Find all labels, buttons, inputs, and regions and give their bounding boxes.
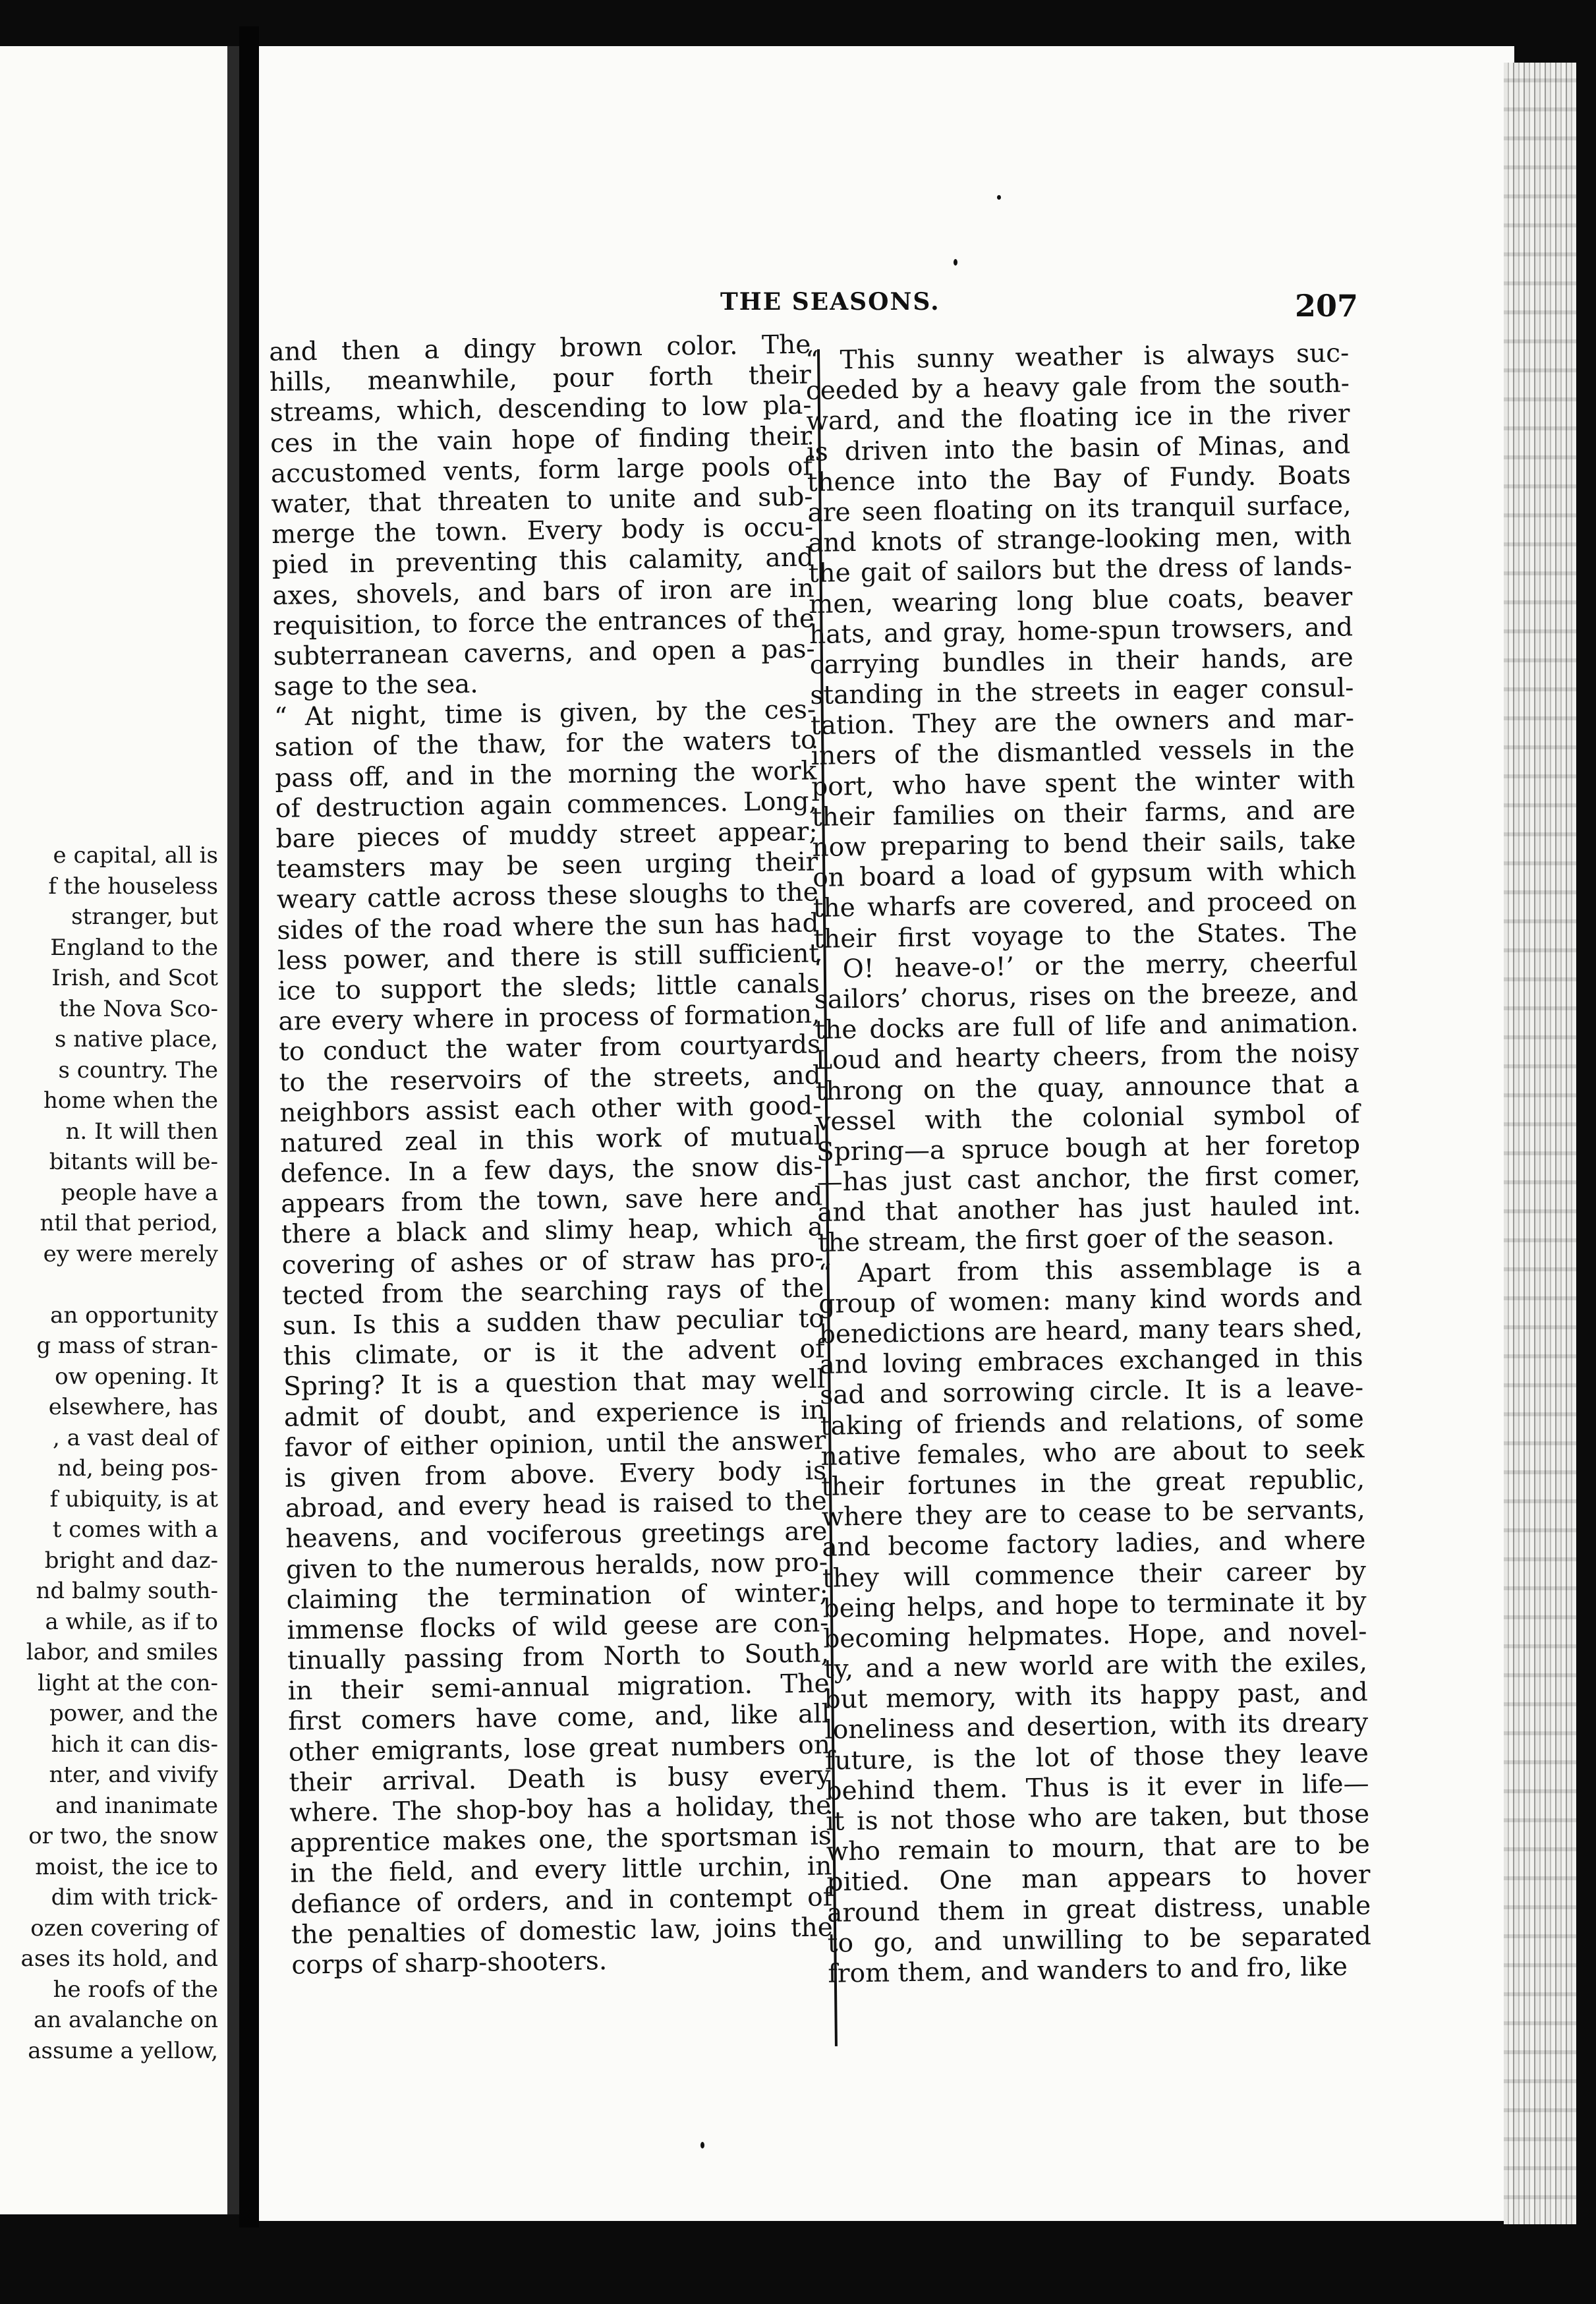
text-line: pied in preventing this calamity, and [271,542,814,581]
text-line: sad and sorrowing circle. It is a leave- [819,1373,1364,1411]
text-line: tation. They are the owners and mar- [810,703,1355,741]
text-line: in the field, and every little urchin, in [290,1851,832,1889]
text-line: merge the town. Every body is occu- [271,512,814,550]
text-line: behind them. Thus is it ever in life— [825,1769,1369,1806]
fragment-line: moist, the ice to [35,1853,218,1880]
text-column-left [269,330,834,1981]
page-stack-shading [1504,63,1576,2224]
text-line: and become factory ladies, and where [822,1525,1366,1563]
text-line: pass off, and in the morning the work [275,756,817,793]
text-line: group of women: many kind words and [818,1282,1363,1319]
running-head-title: THE SEASONS. [720,288,940,316]
fragment-line: ey were merely [43,1240,218,1267]
text-line: benedictions are heard, many tears shed, [818,1312,1363,1350]
previous-page-text [0,840,218,2066]
fragment-line: people have a [61,1179,218,1206]
text-line: this climate, or is it the advent of [283,1334,825,1372]
text-line: streams, which, descending to low pla- [270,390,812,428]
text-line: their fortunes in the great republic, [820,1464,1365,1502]
text-line: becoming helpmates. Hope, and novel- [823,1617,1367,1654]
text-line: bare pieces of muddy street appear; [275,817,818,854]
fragment-line [0,1269,218,1300]
text-line: heavens, and vociferous greetings are [285,1516,828,1555]
fragment-line: nd balmy south- [36,1578,218,1604]
text-line: they will commence their career by [822,1555,1367,1594]
text-line: men, wearing long blue coats, beaver [809,581,1353,619]
text-line: are seen floating on its tranquil surface, [807,490,1352,528]
text-line: natured zeal in this work of mutual [279,1121,822,1159]
text-line: their arrival. Death is busy every [289,1760,831,1798]
text-line: apprentice makes one, the sportsman is [289,1821,832,1858]
text-line: standing in the streets in eager consul- [810,673,1354,711]
page-edge-left [227,46,239,2214]
text-line: sation of the thaw, for the waters to [274,725,816,763]
fragment-line: England to the [50,934,218,961]
text-line: appears from the town, save here and [281,1182,823,1220]
fragment-line: or two, the snow [28,1823,218,1849]
text-line: Spring? It is a question that may well [283,1364,826,1402]
fragment-line: nter, and vivify [49,1762,218,1788]
text-line: defiance of orders, and in contempt of [290,1882,833,1920]
text-line: favor of either opinion, until the answer [284,1426,826,1463]
text-line: thence into the Bay of Fundy. Boats [807,460,1352,498]
fragment-line: s native place, [55,1026,218,1052]
fragment-line: f the houseless [48,873,218,900]
text-line: teamsters may be seen urging their [275,847,818,885]
text-line: defence. In a few days, the snow dis- [280,1151,822,1189]
text-line: claiming the termination of winter; [286,1578,828,1615]
text-line: iners of the dismantled vessels in the [811,734,1355,772]
fragment-line: and inanimate [55,1792,218,1819]
text-line: immense flocks of wild geese are con- [287,1608,829,1646]
fragment-line: ases its hold, and [20,1945,218,1972]
fragment-line: elsewhere, has [48,1394,218,1420]
fragment-line: bitants will be- [49,1149,218,1175]
text-line: tinually passing from North to South, [287,1638,830,1676]
text-line: “ This sunny weather is always suc- [805,338,1350,376]
fragment-line: an opportunity [50,1302,218,1329]
text-line: ces in the vain hope of finding their [270,421,812,459]
fragment-line: an avalanche on [33,2007,218,2033]
text-line: covering of ashes or of straw has pro- [281,1243,824,1281]
fragment-line: stranger, but [71,904,218,930]
text-line: and that another has just hauled int. [817,1190,1361,1228]
text-line: and knots of strange-looking men, with [807,521,1352,559]
text-line: ty, and a new world are with the exiles, [823,1647,1368,1685]
text-line: to the reservoirs of the streets, and [279,1060,822,1098]
text-line: ice to support the sleds; little canals [277,969,820,1006]
fragment-line: f ubiquity, is at [49,1485,218,1512]
fragment-line: power, and the [49,1700,218,1727]
text-line: given to the numerous heralds, now pro- [285,1547,828,1585]
book-gutter [239,26,259,2228]
text-line: future, is the lot of those they leave [824,1738,1369,1776]
text-line: and then a dingy brown color. The [269,330,811,367]
text-line: requisition, to force the entrances of the [272,604,815,641]
text-line: is driven into the basin of Minas, and [806,430,1351,467]
fragment-line: dim with trick- [51,1884,218,1911]
fragment-line: g mass of stran- [36,1333,218,1359]
text-line: Spring—a spruce bough at her foretop [816,1130,1361,1167]
fragment-line: light at the con- [37,1669,218,1696]
text-line: to conduct the water from courtyards [278,1029,821,1068]
text-line: hats, and gray, home-spun trowsers, and [809,612,1354,650]
fragment-line: s country. The [58,1056,218,1083]
fragment-line: labor, and smiles [26,1639,218,1665]
fragment-line: , a vast deal of [53,1424,218,1451]
fragment-line: ozen covering of [30,1915,218,1942]
fragment-line: hich it can dis- [51,1731,218,1758]
text-line: ‘ O! heave-o!’ or the merry, cheerful [813,947,1358,985]
text-line: corps of sharp-shooters. [291,1946,608,1980]
text-line: on board a load of gypsum with which [812,855,1357,894]
text-line: is given from above. Every body is [284,1456,827,1493]
text-line: neighbors assist each other with good- [279,1091,822,1128]
text-line: sun. Is this a sudden thaw peculiar to [282,1304,825,1341]
text-line: first comers have come, and, like all [288,1699,830,1737]
text-line: native females, who are about to seek [820,1434,1365,1472]
text-line: Loud and hearty cheers, from the noisy [814,1038,1359,1076]
text-line: weary cattle across these sloughs to the [276,877,819,915]
text-line: the penalties of domestic law, joins the [291,1913,834,1950]
fragment-line: ow opening. It [55,1363,218,1390]
text-column-right [805,338,1372,1989]
text-line: from them, and wanders to and fro, like [828,1951,1348,1989]
fragment-line: e capital, all is [53,842,218,869]
text-line: there a black and slimy heap, which a [281,1212,824,1250]
text-line: being helps, and hope to terminate it by [822,1586,1367,1624]
text-line: the docks are full of life and animation. [814,1008,1359,1046]
text-line: subterranean caverns, and open a pas- [273,634,815,672]
text-line: taking of friends and relations, of some [820,1403,1365,1441]
text-line: sides of the road where the sun has had [277,908,819,946]
fragment-line: he roofs of the [53,1976,218,2003]
text-line: where they are to cease to be servants, [821,1495,1366,1532]
fragment-line: home when the [43,1087,218,1114]
text-line: it is not those who are taken, but those [825,1799,1370,1837]
text-line: but memory, with its happy past, and [824,1677,1368,1715]
text-line: water, that threaten to unite and sub- [271,482,813,519]
text-line: carrying bundles in their hands, are [809,643,1354,680]
fragment-line: assume a yellow, [28,2037,218,2064]
text-line: abroad, and every head is raised to the [285,1486,828,1524]
text-line: —has just cast anchor, the first comer, [816,1160,1361,1197]
text-line: axes, shovels, and bars of iron are in [272,573,814,611]
fragment-line: a while, as if to [45,1608,218,1635]
text-line: port, who have spent the winter with [811,764,1355,802]
text-line: vessel with the colonial symbol of [816,1099,1360,1137]
text-line: admit of doubt, and experience is in [283,1395,826,1433]
text-line: sage to the sea. [273,669,478,703]
text-line: accustomed vents, form large pools of [270,451,813,489]
ink-speck [997,195,1001,200]
fragment-line: nd, being pos- [57,1455,218,1482]
fragment-line: bright and daz- [44,1547,218,1574]
text-line: less power, and there is still sufficient [277,938,820,976]
fragment-line: the Nova Sco- [59,995,218,1022]
text-line: of destruction again commences. Long, [275,786,818,824]
text-line: their families on their farms, and are [811,795,1356,832]
fragment-line: t comes with a [52,1516,218,1543]
text-line: and loving embraces exchanged in this [819,1342,1363,1381]
text-line: ceeded by a heavy gale from the south- [805,368,1350,407]
text-line: the wharfs are covered, and proceed on [812,886,1357,924]
previous-page-fragment [0,46,227,2214]
fragment-line: n. It will then [65,1118,218,1145]
text-line: loneliness and desertion, with its dreary [824,1708,1369,1746]
text-line: who remain to mourn, that are to be [826,1829,1371,1867]
text-line: “ At night, time is given, by the ces- [273,695,816,733]
text-line: the gait of sailors but the dress of lands- [808,551,1353,589]
text-line: hills, meanwhile, pour forth their [269,360,812,398]
ink-speck [700,2142,704,2148]
text-line: “ Apart from this assemblage is a [818,1251,1362,1289]
text-line: throng on the quay, announce that a [815,1068,1360,1107]
text-line: sailors’ chorus, rises on the breeze, and [814,977,1359,1015]
text-line: to go, and unwilling to be separated [827,1920,1372,1959]
text-line: around them in great distress, unable [826,1890,1371,1928]
text-line: in their semi-annual migration. The [287,1669,830,1707]
text-line: the stream, the first goer of the season. [817,1221,1335,1259]
text-line: their first voyage to the States. The [813,916,1357,954]
text-line: pitied. One man appears to hover [826,1860,1371,1898]
text-line: tected from the searching rays of the [281,1273,824,1311]
fragment-line: Irish, and Scot [51,965,218,991]
text-line: are every where in process of formation, [278,999,820,1037]
ink-speck [954,259,957,266]
page-number: 207 [1295,288,1359,324]
text-line: ward, and the floating ice in the river [806,399,1350,437]
text-line: other emigrants, lose great numbers on [288,1729,831,1768]
text-line: where. The shop-boy has a holiday, the [289,1791,832,1828]
fragment-line: ntil that period, [40,1210,218,1236]
text-line: now preparing to bend their sails, take [812,825,1356,863]
